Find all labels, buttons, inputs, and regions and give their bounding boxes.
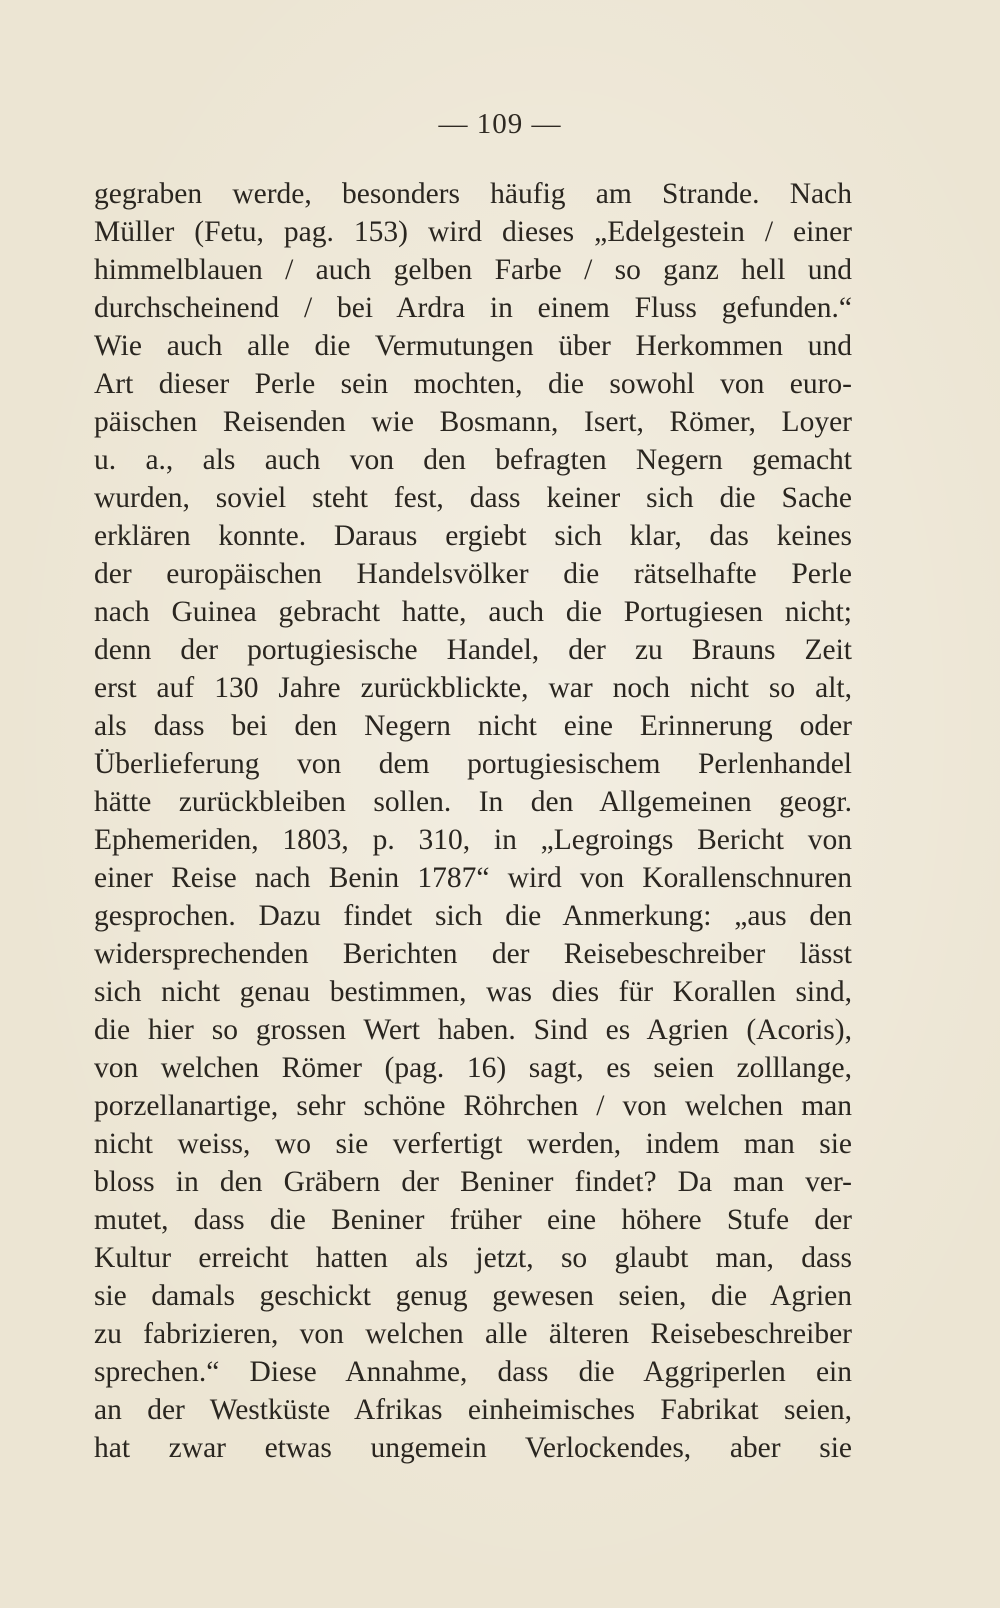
text-line: porzellanartige, sehr schöne Röhrchen / von welchen man bbox=[94, 1090, 852, 1122]
text-line: nicht weiss, wo sie verfertigt werden, indem man sie bbox=[94, 1128, 852, 1160]
text-line: der europäischen Handelsvölker die rätselhafte Perle bbox=[94, 558, 852, 590]
text-line: von welchen Römer (pag. 16) sagt, es seien zolllange, bbox=[94, 1052, 852, 1084]
text-line: Ephemeriden, 1803, p. 310, in „Legroings Bericht von bbox=[94, 824, 852, 856]
text-line: gegraben werde, besonders häufig am Strande. Nach bbox=[94, 178, 852, 210]
text-line: als dass bei den Negern nicht eine Erinnerung oder bbox=[94, 710, 852, 742]
page-number: — 109 — bbox=[438, 108, 562, 140]
text-line: hätte zurückbleiben sollen. In den Allgemeinen geogr. bbox=[94, 786, 852, 818]
text-line: nach Guinea gebracht hatte, auch die Portugiesen nicht; bbox=[94, 596, 852, 628]
text-line: erklären konnte. Daraus ergiebt sich klar, das keines bbox=[94, 520, 852, 552]
text-line: u. a., als auch von den befragten Negern gemacht bbox=[94, 444, 852, 476]
text-line: Kultur erreicht hatten als jetzt, so glaubt man, dass bbox=[94, 1242, 852, 1274]
text-line: sprechen.“ Diese Annahme, dass die Aggriperlen ein bbox=[94, 1356, 852, 1388]
text-line: Wie auch alle die Vermutungen über Herkommen und bbox=[94, 330, 852, 362]
text-line: wurden, soviel steht fest, dass keiner sich die Sache bbox=[94, 482, 852, 514]
text-line: sich nicht genau bestimmen, was dies für Korallen sind, bbox=[94, 976, 852, 1008]
text-line: durchscheinend / bei Ardra in einem Fluss gefunden.“ bbox=[94, 292, 852, 324]
text-line: Überlieferung von dem portugiesischem Perlenhandel bbox=[94, 748, 852, 780]
text-line: mutet, dass die Beniner früher eine höhere Stufe der bbox=[94, 1204, 852, 1236]
text-line: die hier so grossen Wert haben. Sind es Agrien (Acoris), bbox=[94, 1014, 852, 1046]
text-line: päischen Reisenden wie Bosmann, Isert, Römer, Loyer bbox=[94, 406, 852, 438]
text-line: Art dieser Perle sein mochten, die sowohl von euro- bbox=[94, 368, 852, 400]
text-line: erst auf 130 Jahre zurückblickte, war noch nicht so alt, bbox=[94, 672, 852, 704]
text-line: bloss in den Gräbern der Beniner findet? Da man ver- bbox=[94, 1166, 852, 1198]
text-line: einer Reise nach Benin 1787“ wird von Korallenschnuren bbox=[94, 862, 852, 894]
text-line: hat zwar etwas ungemein Verlockendes, aber sie bbox=[94, 1432, 852, 1464]
text-line: himmelblauen / auch gelben Farbe / so ganz hell und bbox=[94, 254, 852, 286]
text-line: denn der portugiesische Handel, der zu Brauns Zeit bbox=[94, 634, 852, 666]
text-line: widersprechenden Berichten der Reisebeschreiber lässt bbox=[94, 938, 852, 970]
text-line: Müller (Fetu, pag. 153) wird dieses „Edelgestein / einer bbox=[94, 216, 852, 248]
text-line: an der Westküste Afrikas einheimisches Fabrikat seien, bbox=[94, 1394, 852, 1426]
text-line: gesprochen. Dazu findet sich die Anmerkung: „aus den bbox=[94, 900, 852, 932]
body-text bbox=[94, 175, 852, 1467]
text-line: zu fabrizieren, von welchen alle älteren Reisebeschreiber bbox=[94, 1318, 852, 1350]
text-line: sie damals geschickt genug gewesen seien, die Agrien bbox=[94, 1280, 852, 1312]
